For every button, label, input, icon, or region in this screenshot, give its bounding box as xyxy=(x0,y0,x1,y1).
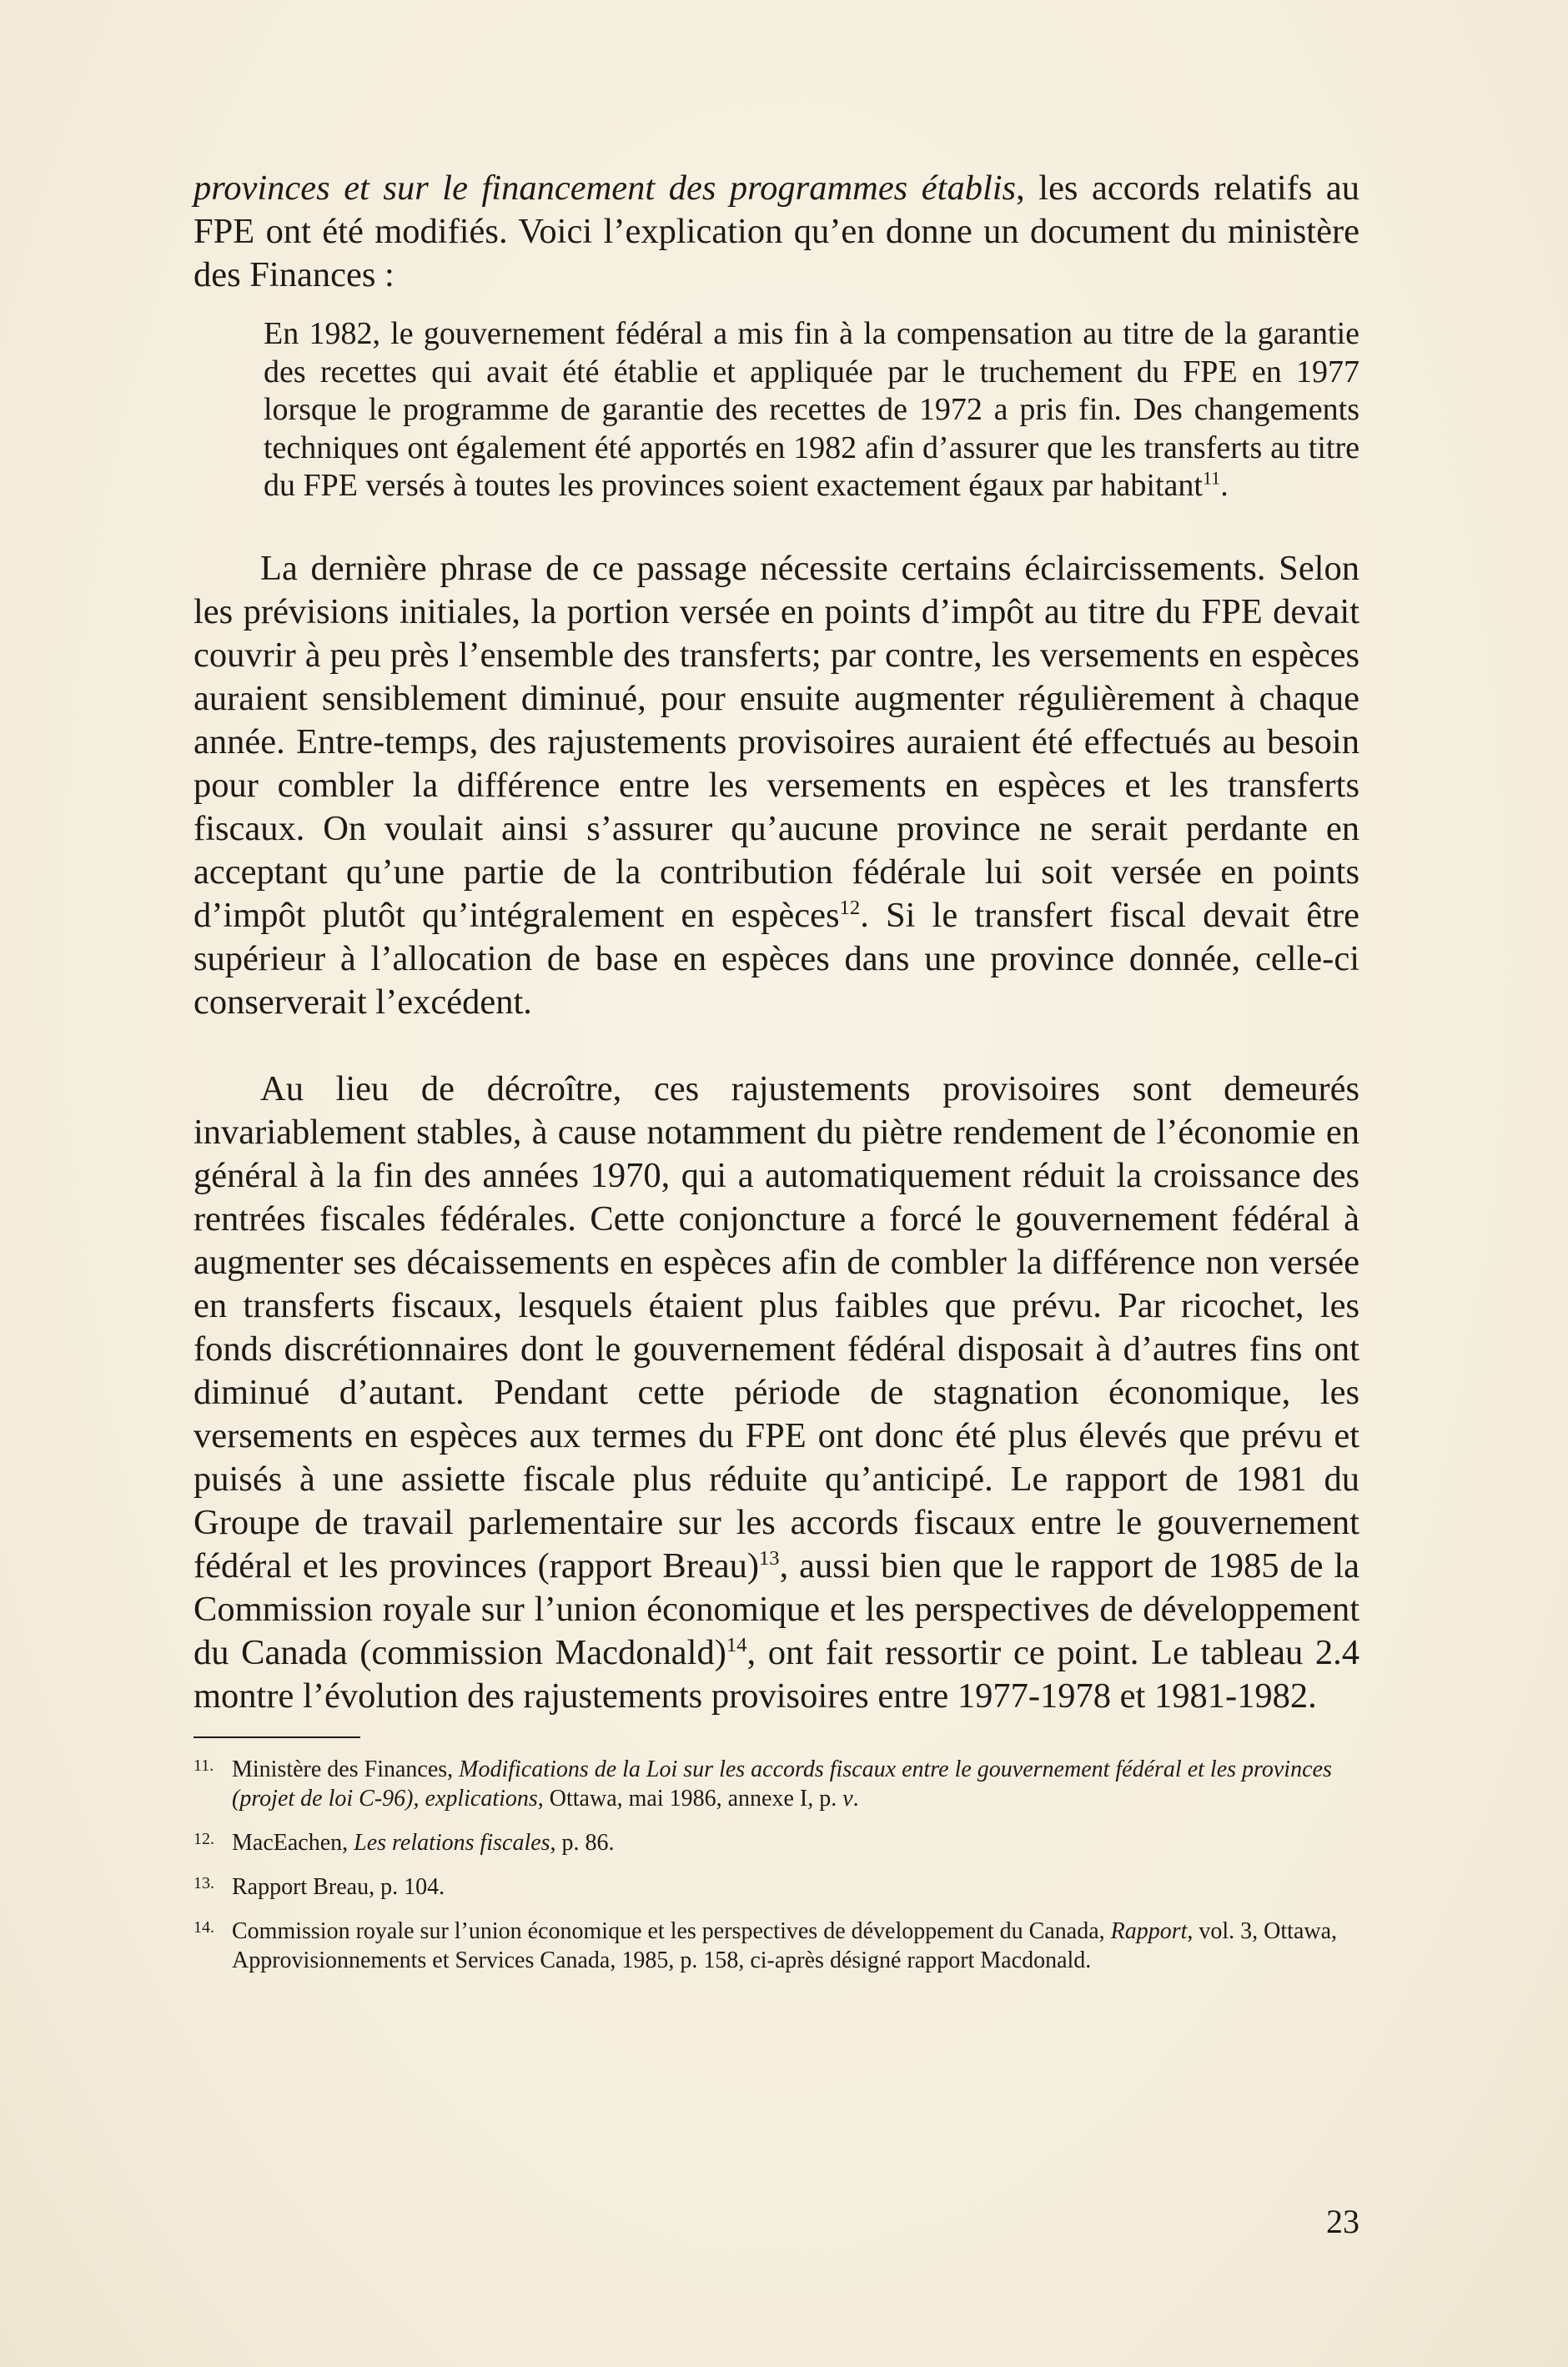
block-quote xyxy=(264,315,1359,505)
footnote-number: 11. xyxy=(193,1756,214,1775)
block-quote-end: . xyxy=(1220,468,1229,503)
paragraph-1-text: , les accords relatifs au FPE ont été modifiés. Voici l’explication qu’en donne un document du ministère des Finances : xyxy=(193,168,1359,294)
paragraph-3-text-end: , ont fait ressortir ce point. Le tableau 2.4 montre l’évolution des rajustements provisoires entre 1977-1978 et 1981-1982. xyxy=(193,1632,1359,1716)
paragraph-2-text: La dernière phrase de ce passage nécessite certains éclaircissements. Selon les prévisions initiales, la portion versée en points d’impôt au titre du FPE devait couvrir à peu près l’ensemble des transferts; par contre, les versements en espèces auraient sensiblement diminué, pour ensuite augmenter régulièrement à chaque année. Entre-temps, des rajustements provisoires auraient été effectués au besoin pour combler la différence entre les versements en espèces et les transferts fiscaux. On voulait ainsi s’assurer qu’aucune province ne serait perdante en acceptant qu’une partie de la contribution fédérale lui soit versée en points d’impôt plutôt qu’intégralement en espèces xyxy=(193,548,1359,935)
footnote-ref-13: 13 xyxy=(758,1546,780,1570)
footnote-text-part: , p. 86. xyxy=(550,1829,615,1856)
footnote-11 xyxy=(193,1755,1359,1813)
footnote-text-part: , Ottawa, mai 1986, annexe I, p. xyxy=(537,1785,843,1812)
footnote-14 xyxy=(193,1917,1359,1975)
footnote-cited-title: Rapport xyxy=(1110,1917,1188,1944)
page-content xyxy=(193,167,1359,1990)
footnote-text xyxy=(232,1917,1359,1975)
footnote-page-ref: v xyxy=(842,1785,853,1812)
footnote-number: 14. xyxy=(193,1917,214,1937)
footnote-number: 13. xyxy=(193,1873,214,1892)
footnote-13 xyxy=(193,1872,1359,1902)
footnotes xyxy=(193,1755,1359,1975)
footnote-ref-11: 11 xyxy=(1202,467,1221,489)
footnote-text xyxy=(232,1828,1359,1857)
paragraph-2 xyxy=(193,547,1359,1024)
paragraph-3-text: Au lieu de décroître, ces rajustements provisoires sont demeurés invariablement stables, à cause notamment du piètre rendement de l’économie en général à la fin des années 1970, qui a automatiquement réduit la croissance des rentrées fiscales fédérales. Cette conjoncture a forcé le gouvernement fédéral à augmenter ses décaissements en espèces afin de combler la différence non versée en transferts fiscaux, lesquels étaient plus faibles que prévu. Par ricochet, les fonds discrétionnaires dont le gouvernement fédéral disposait à d’autres fins ont diminué d’autant. Pendant cette période de stagnation économique, les versements en espèces aux termes du FPE ont donc été plus élevés que prévu et puisés à une assiette fiscale plus réduite qu’anticipé. Le rapport de 1981 du Groupe de travail parlementaire sur les accords fiscaux entre le gouvernement fédéral et les provinces (rapport Breau) xyxy=(193,1068,1359,1586)
footnote-ref-14: 14 xyxy=(726,1633,747,1656)
paragraph-1 xyxy=(193,167,1359,297)
page-number: 23 xyxy=(1326,2203,1359,2240)
paragraph-3-text-middle: , aussi bien que le rapport de 1985 de la Commission royale sur l’union économique et les perspectives de développement du Canada (commission Macdonald) xyxy=(193,1545,1359,1672)
footnote-text xyxy=(232,1872,1359,1902)
footnote-text-part: Ministère des Finances, xyxy=(232,1756,460,1782)
footnote-text-part: . xyxy=(852,1785,859,1812)
footnote-12 xyxy=(193,1828,1359,1857)
footnote-cited-title: Les relations fiscales xyxy=(354,1829,550,1856)
footnote-text-part: Rapport Breau, p. 104. xyxy=(232,1873,445,1900)
footnote-text-part: MacEachen, xyxy=(232,1829,354,1856)
footnote-text-part: Commission royale sur l’union économique et les perspectives de développement du Canada, xyxy=(232,1917,1111,1944)
cited-title-italic: provinces et sur le financement des programmes établis xyxy=(193,168,1017,208)
footnote-cited-title: Modifications de la Loi sur les accords fiscaux entre le gouvernement fédéral et les provinces (projet de loi C-96), explications xyxy=(232,1756,1332,1812)
paragraph-2-text-end: . Si le transfert fiscal devait être supérieur à l’allocation de base en espèces dans une province donnée, celle-ci conserverait l’excédent. xyxy=(193,895,1359,1022)
footnote-number: 12. xyxy=(193,1829,214,1848)
footnote-text xyxy=(232,1755,1359,1813)
footnote-ref-12: 12 xyxy=(839,896,861,919)
paragraph-3 xyxy=(193,1068,1359,1718)
block-quote-text: En 1982, le gouvernement fédéral a mis fin à la compensation au titre de la garantie des recettes qui avait été établie et appliquée par le truchement du FPE en 1977 lorsque le programme de garantie des recettes de 1972 a pris fin. Des changements techniques ont également été apportés en 1982 afin d’assurer que les transferts au titre du FPE versés à toutes les provinces soient exactement égaux par habitant xyxy=(264,316,1359,503)
footnote-separator xyxy=(193,1736,360,1738)
footnote-text-part: , vol. 3, Ottawa, Approvisionnements et Services Canada, 1985, p. 158, ci-après désigné rapport Macdonald. xyxy=(232,1917,1338,1973)
